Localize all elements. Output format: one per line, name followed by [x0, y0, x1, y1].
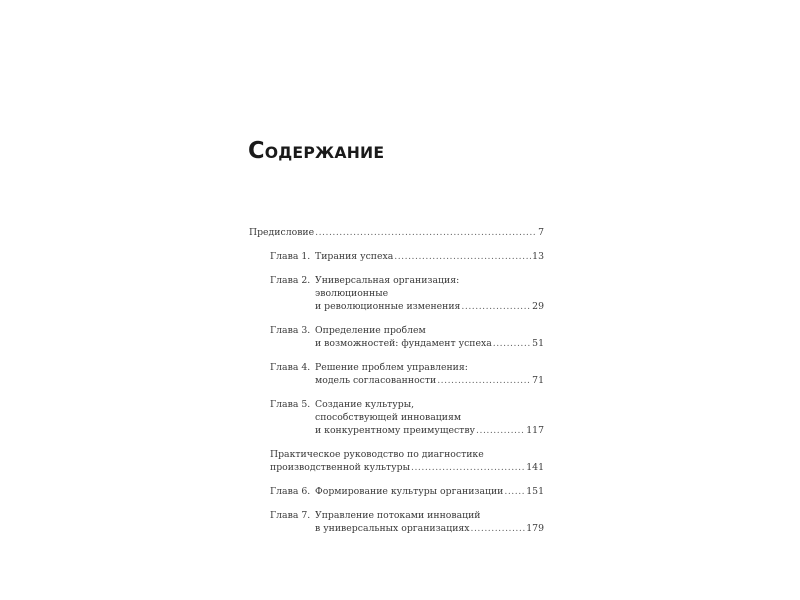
chapter-number: Глава 5.	[270, 399, 311, 410]
toc-page-number: 71	[532, 375, 544, 386]
toc-entry-title: Управление потоками инноваций	[315, 510, 481, 521]
toc-entry-chapter-1[interactable]	[249, 250, 544, 263]
toc-entry-title-continued: в универсальных организациях	[315, 523, 470, 534]
toc-entry-chapter-5[interactable]	[249, 398, 544, 437]
toc-entry-title-continued: эволюционные	[315, 288, 389, 299]
toc-entry-title: Предисловие	[249, 227, 315, 238]
chapter-number: Глава 7.	[270, 510, 311, 521]
chapter-number: Глава 1.	[270, 251, 311, 262]
toc-page-number: 151	[526, 486, 544, 497]
toc-page-number: 51	[532, 338, 544, 349]
toc-page-number: 7	[538, 227, 544, 238]
toc-entry-preface[interactable]	[249, 226, 544, 239]
dot-leader	[471, 522, 526, 535]
toc-entry-chapter-4[interactable]	[249, 361, 544, 387]
toc-entry-title-continued: производственной культуры	[270, 462, 411, 473]
chapter-number: Глава 4.	[270, 362, 311, 373]
dot-leader	[315, 226, 537, 239]
chapter-number: Глава 2.	[270, 275, 311, 286]
chapter-number: Глава 6.	[270, 486, 311, 497]
toc-entry-chapter-7[interactable]	[249, 509, 544, 535]
toc-entry-title: Тирания успеха	[315, 251, 394, 262]
dot-leader	[504, 485, 525, 498]
toc-page-number: 179	[526, 523, 544, 534]
toc-page-number: 141	[526, 462, 544, 473]
dot-leader	[437, 374, 531, 387]
toc-entry-title: Решение проблем управления:	[315, 362, 468, 373]
table-of-contents	[249, 226, 544, 535]
toc-page-number: 29	[532, 301, 544, 312]
dot-leader	[461, 300, 531, 313]
toc-page-number: 117	[526, 425, 544, 436]
dot-leader	[476, 424, 525, 437]
toc-entry-title: Универсальная организация:	[315, 275, 460, 286]
toc-entry-title-continued: и революционные изменения	[315, 301, 461, 312]
dot-leader	[493, 337, 531, 350]
toc-entry-chapter-2[interactable]	[249, 274, 544, 313]
toc-entry-chapter-6[interactable]	[249, 485, 544, 498]
page-title: Содержание	[248, 138, 385, 164]
toc-entry-title-continued: и возможностей: фундамент успеха	[315, 338, 492, 349]
toc-entry-title-continued: модель согласованности	[315, 375, 437, 386]
toc-page-number: 13	[532, 251, 544, 262]
dot-leader	[411, 461, 525, 474]
toc-entry-title: Определение проблем	[315, 325, 426, 336]
chapter-number: Глава 3.	[270, 325, 311, 336]
toc-entry-title: Формирование культуры организации	[315, 486, 504, 497]
dot-leader	[394, 250, 531, 263]
toc-entry-practical-guide[interactable]	[249, 448, 544, 474]
toc-entry-title: Создание культуры,	[315, 399, 415, 410]
toc-entry-title-continued: и конкурентному преимуществу	[315, 425, 476, 436]
toc-entry-title: Практическое руководство по диагностике	[270, 449, 484, 460]
toc-entry-title-continued: способствующей инновациям	[315, 412, 462, 423]
toc-entry-chapter-3[interactable]	[249, 324, 544, 350]
